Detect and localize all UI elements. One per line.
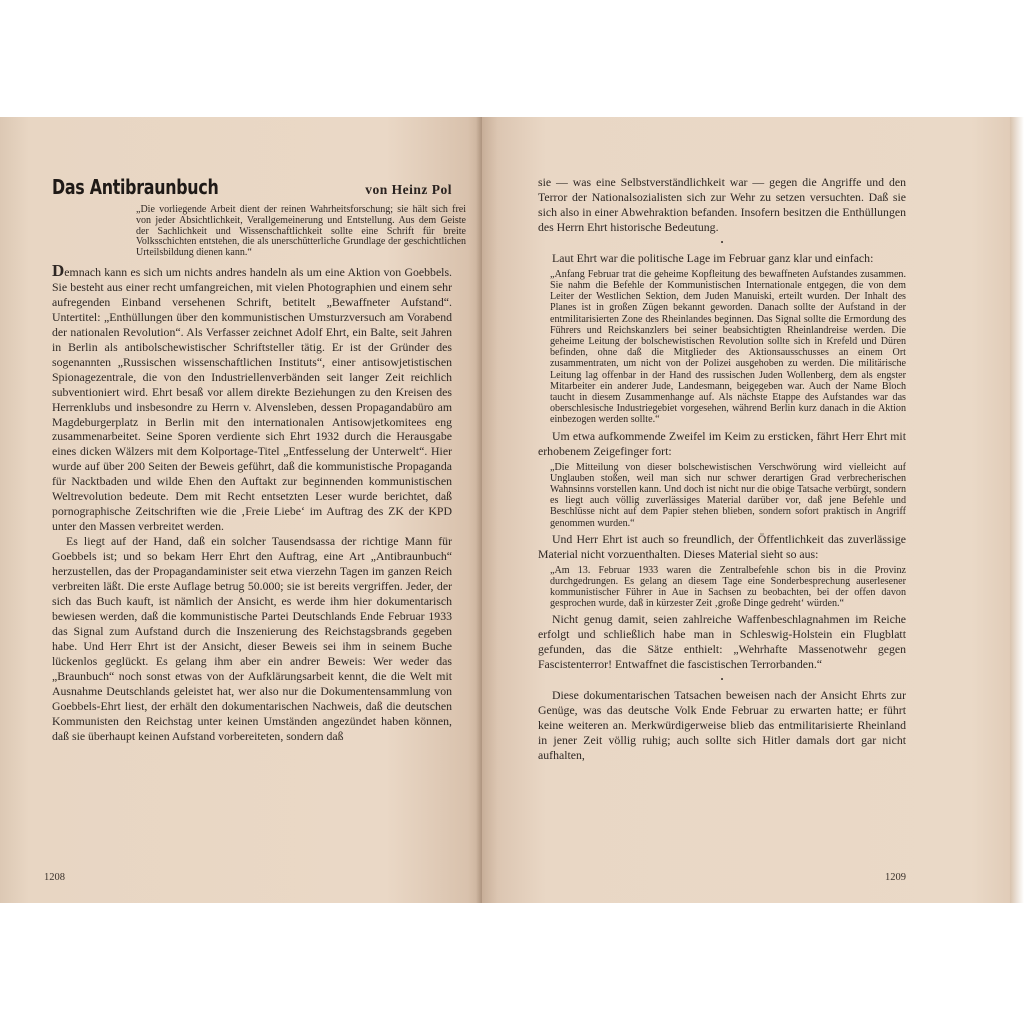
article-header (52, 175, 452, 199)
paragraph: Um etwa aufkommende Zweifel im Keim zu ersticken, fährt Herr Ehrt mit erhobenem Zeigefinger fort: (538, 428, 906, 458)
paragraph (52, 260, 452, 534)
article-title: Das Antibraunbuch (52, 175, 219, 199)
paragraph: Nicht genug damit, seien zahlreiche Waffenbeschlagnahmen im Reiche erfolgt und schließlich habe man in Schleswig-Holstein ein Flugblatt gefunden, das die Sätze enthielt: „Wehrhafte Massenotwehr gegen Fascistenterror! Entwaffnet die fascistischen Terrorbanden.“ (538, 612, 906, 672)
paragraph: Diese dokumentarischen Tatsachen beweisen nach der Ansicht Ehrts zur Genüge, was das deutsche Volk Ende Februar zu erwarten hatte; er führt keine weiteren an. Merkwürdigerweise blieb das entmilitarisierte Rheinland in jener Zeit völlig ruhig; auch sollte sich Hitler damals dort gar nicht aufhalten, (538, 688, 906, 763)
epigraph-quote: „Die vorliegende Arbeit dient der reinen Wahrheitsforschung; sie hält sich frei von jeder Absichtlichkeit, Verallgemeinerung und Entstellung. Aus dem Geiste der Sachlichkeit und Wissenschaftlichkeit sollte eine Schrift für breite Volksschichten entstehen, die als unerschütterliche Grundlage der geschichtlichen Urteilsbildung dienen kann.“ (136, 204, 466, 259)
paragraph: Es liegt auf der Hand, daß ein solcher Tausendsassa der richtige Mann für Goebbels ist; und so bekam Herr Ehrt den Auftrag, eine Art „Antibraunbuch“ herzustellen, das der Propagandaminister seit etwa vierzehn Tagen im ganzen Reich verbreiten läßt. Die erste Auflage betrug 50.000; sie ist bereits vergriffen. Jeder, der sich das Buch kauft, ist nämlich der Ansicht, es werde ihm hier dokumentarisch bewiesen werden, daß die kommunistische Partei Deutschlands Ende Februar 1933 das Signal zum Aufstand durch die Inszenierung des Reichstagsbrands gegeben habe. Und Herr Ehrt ist der Ansicht, dieser Beweis sei ihm in seinem Buche lückenlos geglückt. Es gelang ihm aber ein andrer Beweis: Wer weder das „Braunbuch“ noch sonst etwas von der Aufklärungsarbeit kennt, die die Welt mit Ausnahme Deutschlands geleistet hat, wer also nur die Dokumentensammlung von Goebbels-Ehrt liest, der erhält den dokumentarischen Nachweis, daß die deutschen Kommunisten den Reichstag unter keinen Umständen angezündet haben können, daß sie überhaupt keinen Aufstand vorbereiteten, sondern daß (52, 534, 452, 743)
right-page (482, 117, 1014, 903)
page-edge-shadow (1010, 117, 1024, 903)
paragraph: sie — was eine Selbstverständlichkeit war — gegen die Angriffe und den Terror der Nationalsozialisten sich zur Wehr zu setzen versuchten. Daß sie sich also in einer Abwehraktion befanden. Insofern besitzen die Enthüllungen des Herrn Ehrt historische Bedeutung. (538, 175, 906, 234)
block-quote: „Am 13. Februar 1933 waren die Zentralbefehle schon bis in die Provinz durchgedrungen. Es gelang an diesem Tage eine Sonderbesprechung auserlesener kommunistischer Führer in Aue in Sachsen zu beobachten, bei der offen davon gesprochen wurde, daß in kürzester Zeit ‚große Dinge gedreht‘ würden.“ (550, 564, 906, 610)
paragraph: Laut Ehrt war die politische Lage im Februar ganz klar und einfach: (552, 250, 874, 265)
left-body (52, 260, 452, 744)
left-page (0, 117, 482, 903)
page-number-right: 1209 (885, 872, 906, 883)
paragraph-text: emnach kann es sich um nichts andres handeln als um eine Aktion von Goebbels. Sie besteht aus einer recht umfangreichen, mit vielen Photographien und einem sehr aufregenden Einband versehenen Schrift, betitelt „Bewaffneter Aufstand“. Untertitel: „Enthüllungen über den kommunistischen Umsturzversuch am Vorabend der nationalen Revolution“. Als Verfasser zeichnet Adolf Ehrt, ein Balte, seit Jahren in Berlin als antibolschewistischer Schriftsteller tätig. Er ist der Gründer des sogenannten „Russischen wissenschaftlichen Instituts“, einer antisowjetistischen Spionagezentrale, die von den Industriellenverbänden seit langer Zeit reichlich subventioniert wird. Ehrt besaß vor allem direkte Beziehungen zu den Kreisen des Herrenklubs und insbesondre zu Herrn v. Alvensleben, dessen Propagandabüro am Magdeburgerplatz in Berlin mit den internationalen Antisowjetkomitees eng zusammenarbeitet. Seine Sporen verdiente sich Ehrt 1932 durch die Herausgabe eines dicken Wälzers mit dem Kolportage-Titel „Entfesselung der Unterwelt“. Hier wurde auf über 200 Seiten der Beweis geführt, daß die kommunistische Propaganda für Nacktbaden und wilde Ehen den Auftakt zur beginnenden kommunistischen Weltrevolution bedeute. Dem mit Recht entsetzten Leser wurde berichtet, daß pornographische Zeitschriften wie die ‚Freie Liebe‘ im Auftrag des ZK der KPD unter den Massen verbreitet werden. (52, 264, 452, 534)
section-separator: • (720, 675, 724, 685)
block-quote: „Die Mitteilung von dieser bolschewistischen Verschwörung wird vielleicht auf Unglauben stoßen, weil man sich nur schwer derartigen Grad verbrecherischen Wahnsinns vorstellen kann. Und doch ist nicht nur die obige Tatsache verbürgt, sondern es liegt auch völlig zuverlässiges Material darüber vor, daß jene Befehle und Beschlüsse nicht auf dem Papier stehen blieben, sondern sofort praktisch in Angriff genommen wurden.“ (550, 461, 906, 529)
page-number-left: 1208 (44, 872, 65, 883)
paragraph: Und Herr Ehrt ist auch so freundlich, der Öffentlichkeit das zuverlässige Material nicht vorzuenthalten. Dieses Material sieht so aus: (538, 531, 906, 561)
block-quote: „Anfang Februar trat die geheime Kopfleitung des bewaffneten Aufstandes zusammen. Sie nahm die Befehle der Kommunistischen Internationale entgegen, die von dem Leiter der Westlichen Sektion, dem Juden Manuiski, erteilt wurden. Der Inhalt des Planes ist in großen Zügen bekannt geworden. Danach sollte der Aufstand in der entmilitarisierten Zone des Rheinlandes beginnen. Das Signal sollte die Ermordung des Führers und Reichskanzlers bei seiner beabsichtigten Rheinlandreise werden. Die geheime Leitung der bolschewistischen Revolution sollte sich in Krefeld und Düren befinden, ohne daß die Mitglieder des Aktionsausschusses an einem Ort zusammentraten, um nicht von der Polizei ausgehoben zu werden. Die militärische Leitung lag offenbar in der Hand des russischen Juden Wollenberg, dem als engster Mitarbeiter ein anderer Jude, Landesmann, beigegeben war. Auch der Name Bloch taucht in diesem Zusammenhange auf. Als nächste Etappe des Aufstandes war das oberschlesische Industriegebiet vorgesehen, während Berlin kurz danach in die Aktion einbezogen werden sollte.“ (550, 268, 906, 426)
right-body (538, 175, 906, 763)
drop-cap: D (52, 260, 65, 280)
open-book (0, 117, 1024, 903)
article-byline: von Heinz Pol (365, 182, 452, 197)
section-separator: • (720, 237, 724, 247)
